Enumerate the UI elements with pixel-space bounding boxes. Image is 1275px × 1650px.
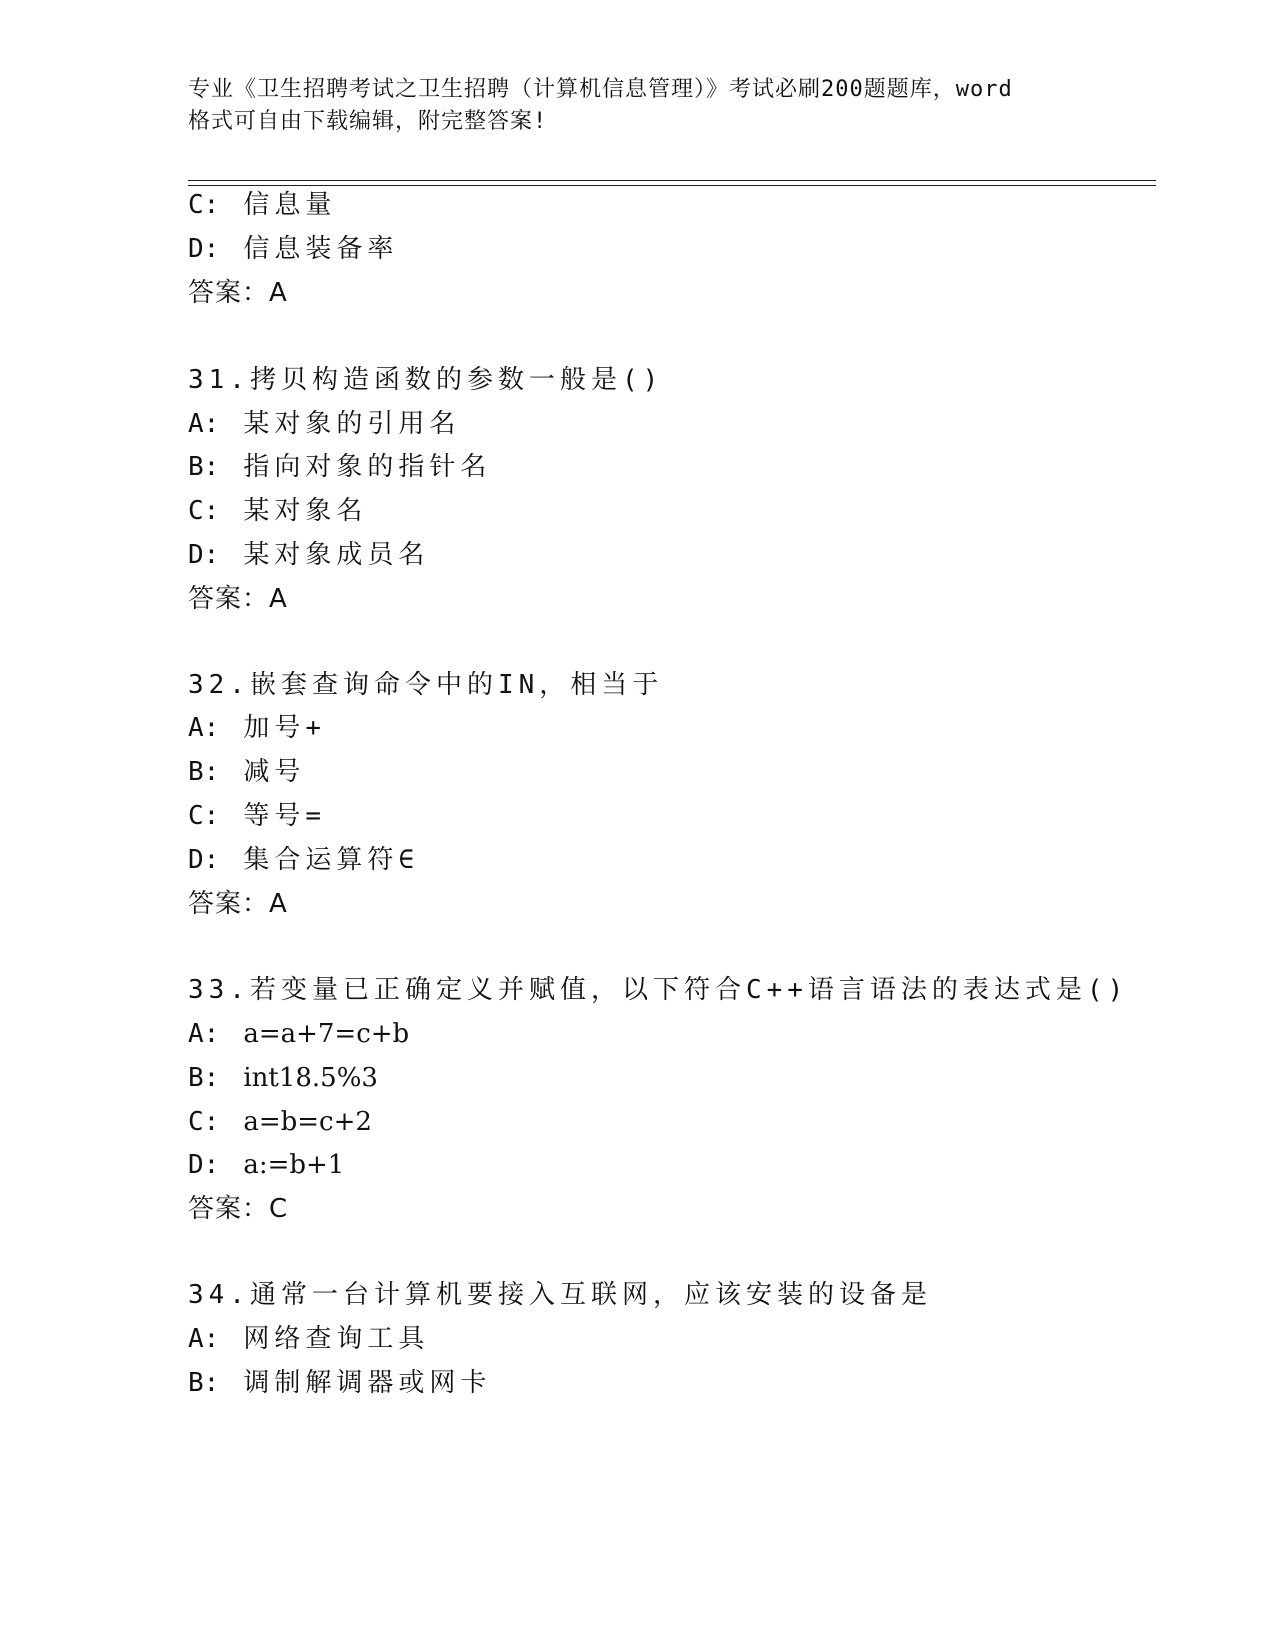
question-31-title: 31.拷贝构造函数的参数一般是(): [188, 365, 664, 395]
option-label: A:: [188, 1324, 220, 1354]
header-rule-top: [188, 180, 1156, 181]
option-label: C:: [188, 496, 220, 526]
question-32-title: 32.嵌套查询命令中的IN，相当于: [188, 670, 664, 700]
option-c: [188, 1105, 372, 1139]
option-a: [188, 1017, 409, 1051]
option-text: a=b=c+2: [243, 1107, 372, 1137]
option-text: 调制解调器或网卡: [243, 1368, 492, 1398]
option-text: a:=b+1: [243, 1150, 345, 1180]
option-c: [188, 494, 367, 528]
option-text: 指向对象的指针名: [243, 452, 492, 482]
option-d: [188, 538, 429, 572]
option-label: B:: [188, 452, 220, 482]
header-line-2: 格式可自由下载编辑，附完整答案!: [188, 109, 548, 134]
answer-line: 答案：C: [188, 1194, 289, 1224]
option-text: 某对象成员名: [243, 540, 430, 570]
option-text: 某对象名: [243, 496, 368, 526]
answer-line: 答案：A: [188, 278, 288, 308]
option-c: [188, 799, 326, 833]
option-a: [188, 1322, 429, 1356]
option-label: B:: [188, 757, 220, 787]
option-b: [188, 1366, 491, 1400]
option-b: [188, 1061, 378, 1095]
header-rule-bottom: [188, 185, 1156, 186]
header-line-1: 专业《卫生招聘考试之卫生招聘（计算机信息管理）》考试必刷200题题库，word: [188, 77, 1013, 102]
option-text: 减号: [243, 757, 306, 787]
option-b: [188, 755, 305, 789]
answer-line: 答案：A: [188, 584, 288, 614]
question-33-title: 33.若变量已正确定义并赋值，以下符合C++语言语法的表达式是(): [188, 975, 1129, 1005]
option-c: [188, 188, 336, 222]
option-label: D:: [188, 845, 220, 875]
option-text: 加号+: [243, 713, 326, 743]
option-label: A:: [188, 713, 220, 743]
option-text: 网络查询工具: [243, 1324, 430, 1354]
option-label: D:: [188, 1150, 220, 1180]
option-b: [188, 450, 491, 484]
document-header: [188, 74, 1088, 138]
option-label: C:: [188, 190, 220, 220]
option-text: int18.5%3: [243, 1063, 378, 1093]
option-label: B:: [188, 1063, 220, 1093]
option-label: D:: [188, 234, 220, 264]
option-text: 信息量: [243, 190, 337, 220]
option-text: a=a+7=c+b: [243, 1019, 410, 1049]
option-a: [188, 407, 460, 441]
question-34-title: 34.通常一台计算机要接入互联网，应该安装的设备是: [188, 1280, 932, 1310]
option-label: A:: [188, 409, 220, 439]
option-text: 集合运算符∈: [243, 845, 419, 875]
option-label: C:: [188, 1107, 220, 1137]
option-text: 某对象的引用名: [243, 409, 461, 439]
answer-line: 答案：A: [188, 889, 288, 919]
option-d: [188, 843, 419, 877]
option-label: C:: [188, 801, 220, 831]
option-d: [188, 232, 398, 266]
option-label: B:: [188, 1368, 220, 1398]
option-label: A:: [188, 1019, 220, 1049]
option-a: [188, 711, 326, 745]
option-d: [188, 1148, 344, 1182]
option-text: 等号=: [243, 801, 326, 831]
option-text: 信息装备率: [243, 234, 399, 264]
option-label: D:: [188, 540, 220, 570]
